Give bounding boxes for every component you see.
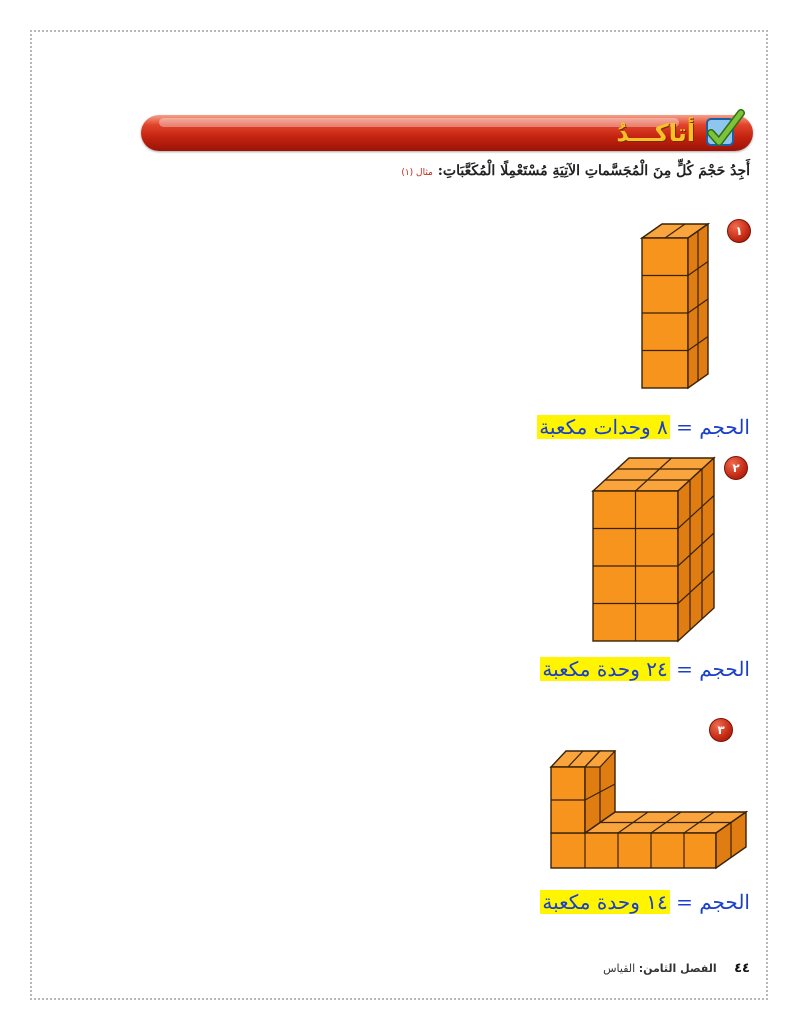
exercise-number-3: ٣ <box>709 718 733 742</box>
instruction-text <box>401 163 750 179</box>
volume-label-2: الحجم = <box>676 657 750 681</box>
cube-figure-2 <box>590 455 722 645</box>
answer-line-3 <box>540 891 750 913</box>
volume-label-3: الحجم = <box>676 890 750 914</box>
banner-shine <box>159 118 679 127</box>
exercise-number-2: ٢ <box>724 456 748 480</box>
chapter-label: الفصل الثامن: <box>638 962 717 975</box>
page-footer <box>603 961 750 976</box>
cube-figure-1 <box>640 222 720 390</box>
volume-answer-2: ٢٤ وحدة مكعبة <box>542 657 668 681</box>
volume-answer-1: ٨ وحدات مكعبة <box>539 415 668 439</box>
cube-figure-3 <box>548 748 748 872</box>
volume-answer-3: ١٤ وحدة مكعبة <box>542 890 668 914</box>
answer-line-1 <box>537 416 750 438</box>
banner-title: أتاكـــدُ <box>616 119 695 147</box>
chapter-topic: القياس <box>603 962 636 975</box>
example-reference: مثال (١) <box>401 168 433 178</box>
exercise-number-1: ١ <box>727 219 751 243</box>
checkmark-icon <box>701 109 745 153</box>
answer-line-2 <box>540 658 750 680</box>
page-number: ٤٤ <box>734 961 750 976</box>
instruction-main: أَجِدُ حَجْمَ كُلٍّ مِنَ الْمُجَسَّماتِ الآتِيَةِ مُسْتَعْمِلًا الْمُكَعَّبَاتِ: <box>437 163 750 179</box>
volume-label-1: الحجم = <box>676 415 750 439</box>
section-banner <box>141 115 753 151</box>
